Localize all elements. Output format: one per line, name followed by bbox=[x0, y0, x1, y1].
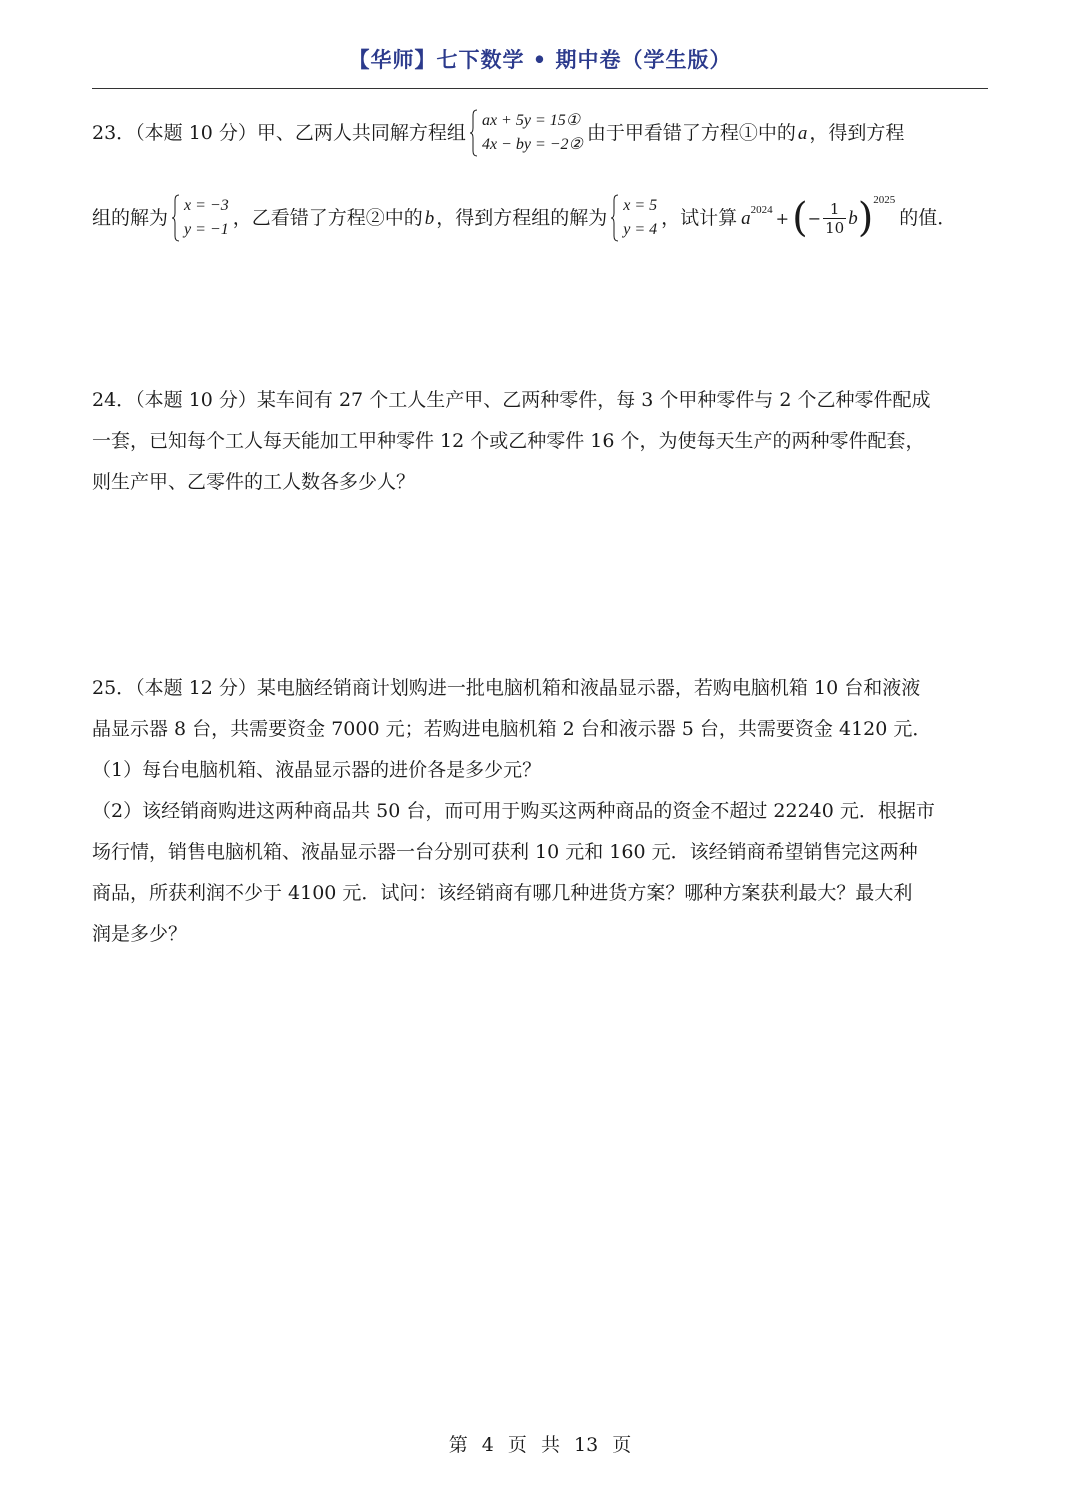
variable-b: b bbox=[424, 207, 435, 229]
q23-text2: ，得到方程 bbox=[809, 121, 905, 144]
q24-line3: 则生产甲、乙零件的工人数各多少人？ bbox=[92, 471, 416, 493]
question-23 bbox=[92, 108, 988, 248]
q23-line1 bbox=[92, 108, 988, 158]
q25-line1: 25．（本题 12 分）某电脑经销商计划购进一批电脑机箱和液晶显示器，若购电脑机箱 10 台和液液 bbox=[92, 677, 921, 699]
exponent-2024: 2024 bbox=[750, 203, 773, 216]
total-pages: 13 bbox=[574, 1434, 599, 1456]
document-header: 【华师】七下数学 • 期中卷（学生版） bbox=[348, 47, 732, 72]
page-number: 4 bbox=[481, 1434, 494, 1456]
solution-1-x: x = −3 bbox=[184, 197, 229, 214]
q23-line2 bbox=[92, 188, 988, 248]
solution-1-y: y = −1 bbox=[184, 221, 229, 238]
q23-text3: 组的解为 bbox=[92, 206, 169, 229]
q25-part-1: （1）每台电脑机箱、液晶显示器的进价各是多少元？ bbox=[92, 759, 542, 781]
footer-text: 页 bbox=[507, 1434, 527, 1456]
solution-2-x: x = 5 bbox=[623, 197, 658, 214]
header-divider bbox=[92, 88, 988, 89]
equation-2: 4x − by = −2② bbox=[481, 136, 583, 153]
q25-line2: 晶显示器 8 台，共需要资金 7000 元；若购进电脑机箱 2 台和液示器 5 台，共需要资金 4120 元． bbox=[92, 718, 932, 740]
q25-part-2-line3: 商品，所获利润不少于 4100 元．试问：该经销商有哪几种进货方案？哪种方案获利最大？最大利 bbox=[92, 882, 913, 904]
expr-base-a: a bbox=[741, 207, 751, 229]
question-25 bbox=[92, 668, 988, 955]
question-24 bbox=[92, 380, 988, 503]
q23-text7: 的值． bbox=[899, 206, 957, 229]
exponent-2025: 2025 bbox=[873, 193, 896, 206]
solution-system-1 bbox=[172, 194, 229, 242]
fraction bbox=[823, 200, 846, 237]
right-paren-icon: ) bbox=[857, 194, 874, 241]
left-paren-icon: ( bbox=[792, 194, 808, 241]
q25-part-2-line2: 场行情，销售电脑机箱、液晶显示器一台分别可获利 10 元和 160 元．该经销商希望销售完这两种 bbox=[92, 841, 918, 863]
variable-a: a bbox=[797, 122, 808, 144]
footer-text: 共 bbox=[540, 1434, 560, 1456]
q25-part-2-line4: 润是多少？ bbox=[92, 923, 188, 945]
left-brace-icon bbox=[611, 194, 619, 242]
q24-line1: 24．（本题 10 分）某车间有 27 个工人生产甲、乙两种零件，每 3 个甲种零件与 2 个乙种零件配成 bbox=[92, 389, 931, 411]
q23-text6: ，试计算 bbox=[661, 206, 738, 229]
q24-line2: 一套，已知每个工人每天能加工甲种零件 12 个或乙种零件 16 个，为使每天生产的两种零件配套， bbox=[92, 430, 925, 452]
solution-system-2 bbox=[611, 194, 657, 242]
plus-sign: + bbox=[775, 208, 790, 228]
footer-text: 页 bbox=[612, 1434, 632, 1456]
solution-2-y: y = 4 bbox=[623, 221, 658, 238]
page-footer bbox=[0, 1430, 1080, 1457]
q25-part-2-line1: （2）该经销商购进这两种商品共 50 台，而可用于购买这两种商品的资金不超过 22240 元．根据市 bbox=[92, 800, 935, 822]
fraction-denominator: 10 bbox=[825, 218, 845, 237]
expression bbox=[741, 193, 896, 241]
left-brace-icon bbox=[470, 109, 478, 157]
q23-text1: 由于甲看错了方程①中的 bbox=[586, 121, 796, 144]
footer-text: 第 bbox=[448, 1434, 468, 1456]
q23-lead: 23．（本题 10 分）甲、乙两人共同解方程组 bbox=[92, 121, 466, 144]
fraction-numerator: 1 bbox=[823, 200, 846, 219]
left-brace-icon bbox=[172, 194, 180, 242]
minus-sign: − bbox=[807, 208, 822, 228]
q23-text4: ，乙看错了方程②中的 bbox=[232, 206, 423, 229]
expr-base-b: b bbox=[848, 207, 858, 229]
equation-1: ax + 5y = 15① bbox=[481, 112, 581, 129]
equation-system bbox=[470, 109, 583, 157]
q23-text5: ，得到方程组的解为 bbox=[436, 206, 608, 229]
